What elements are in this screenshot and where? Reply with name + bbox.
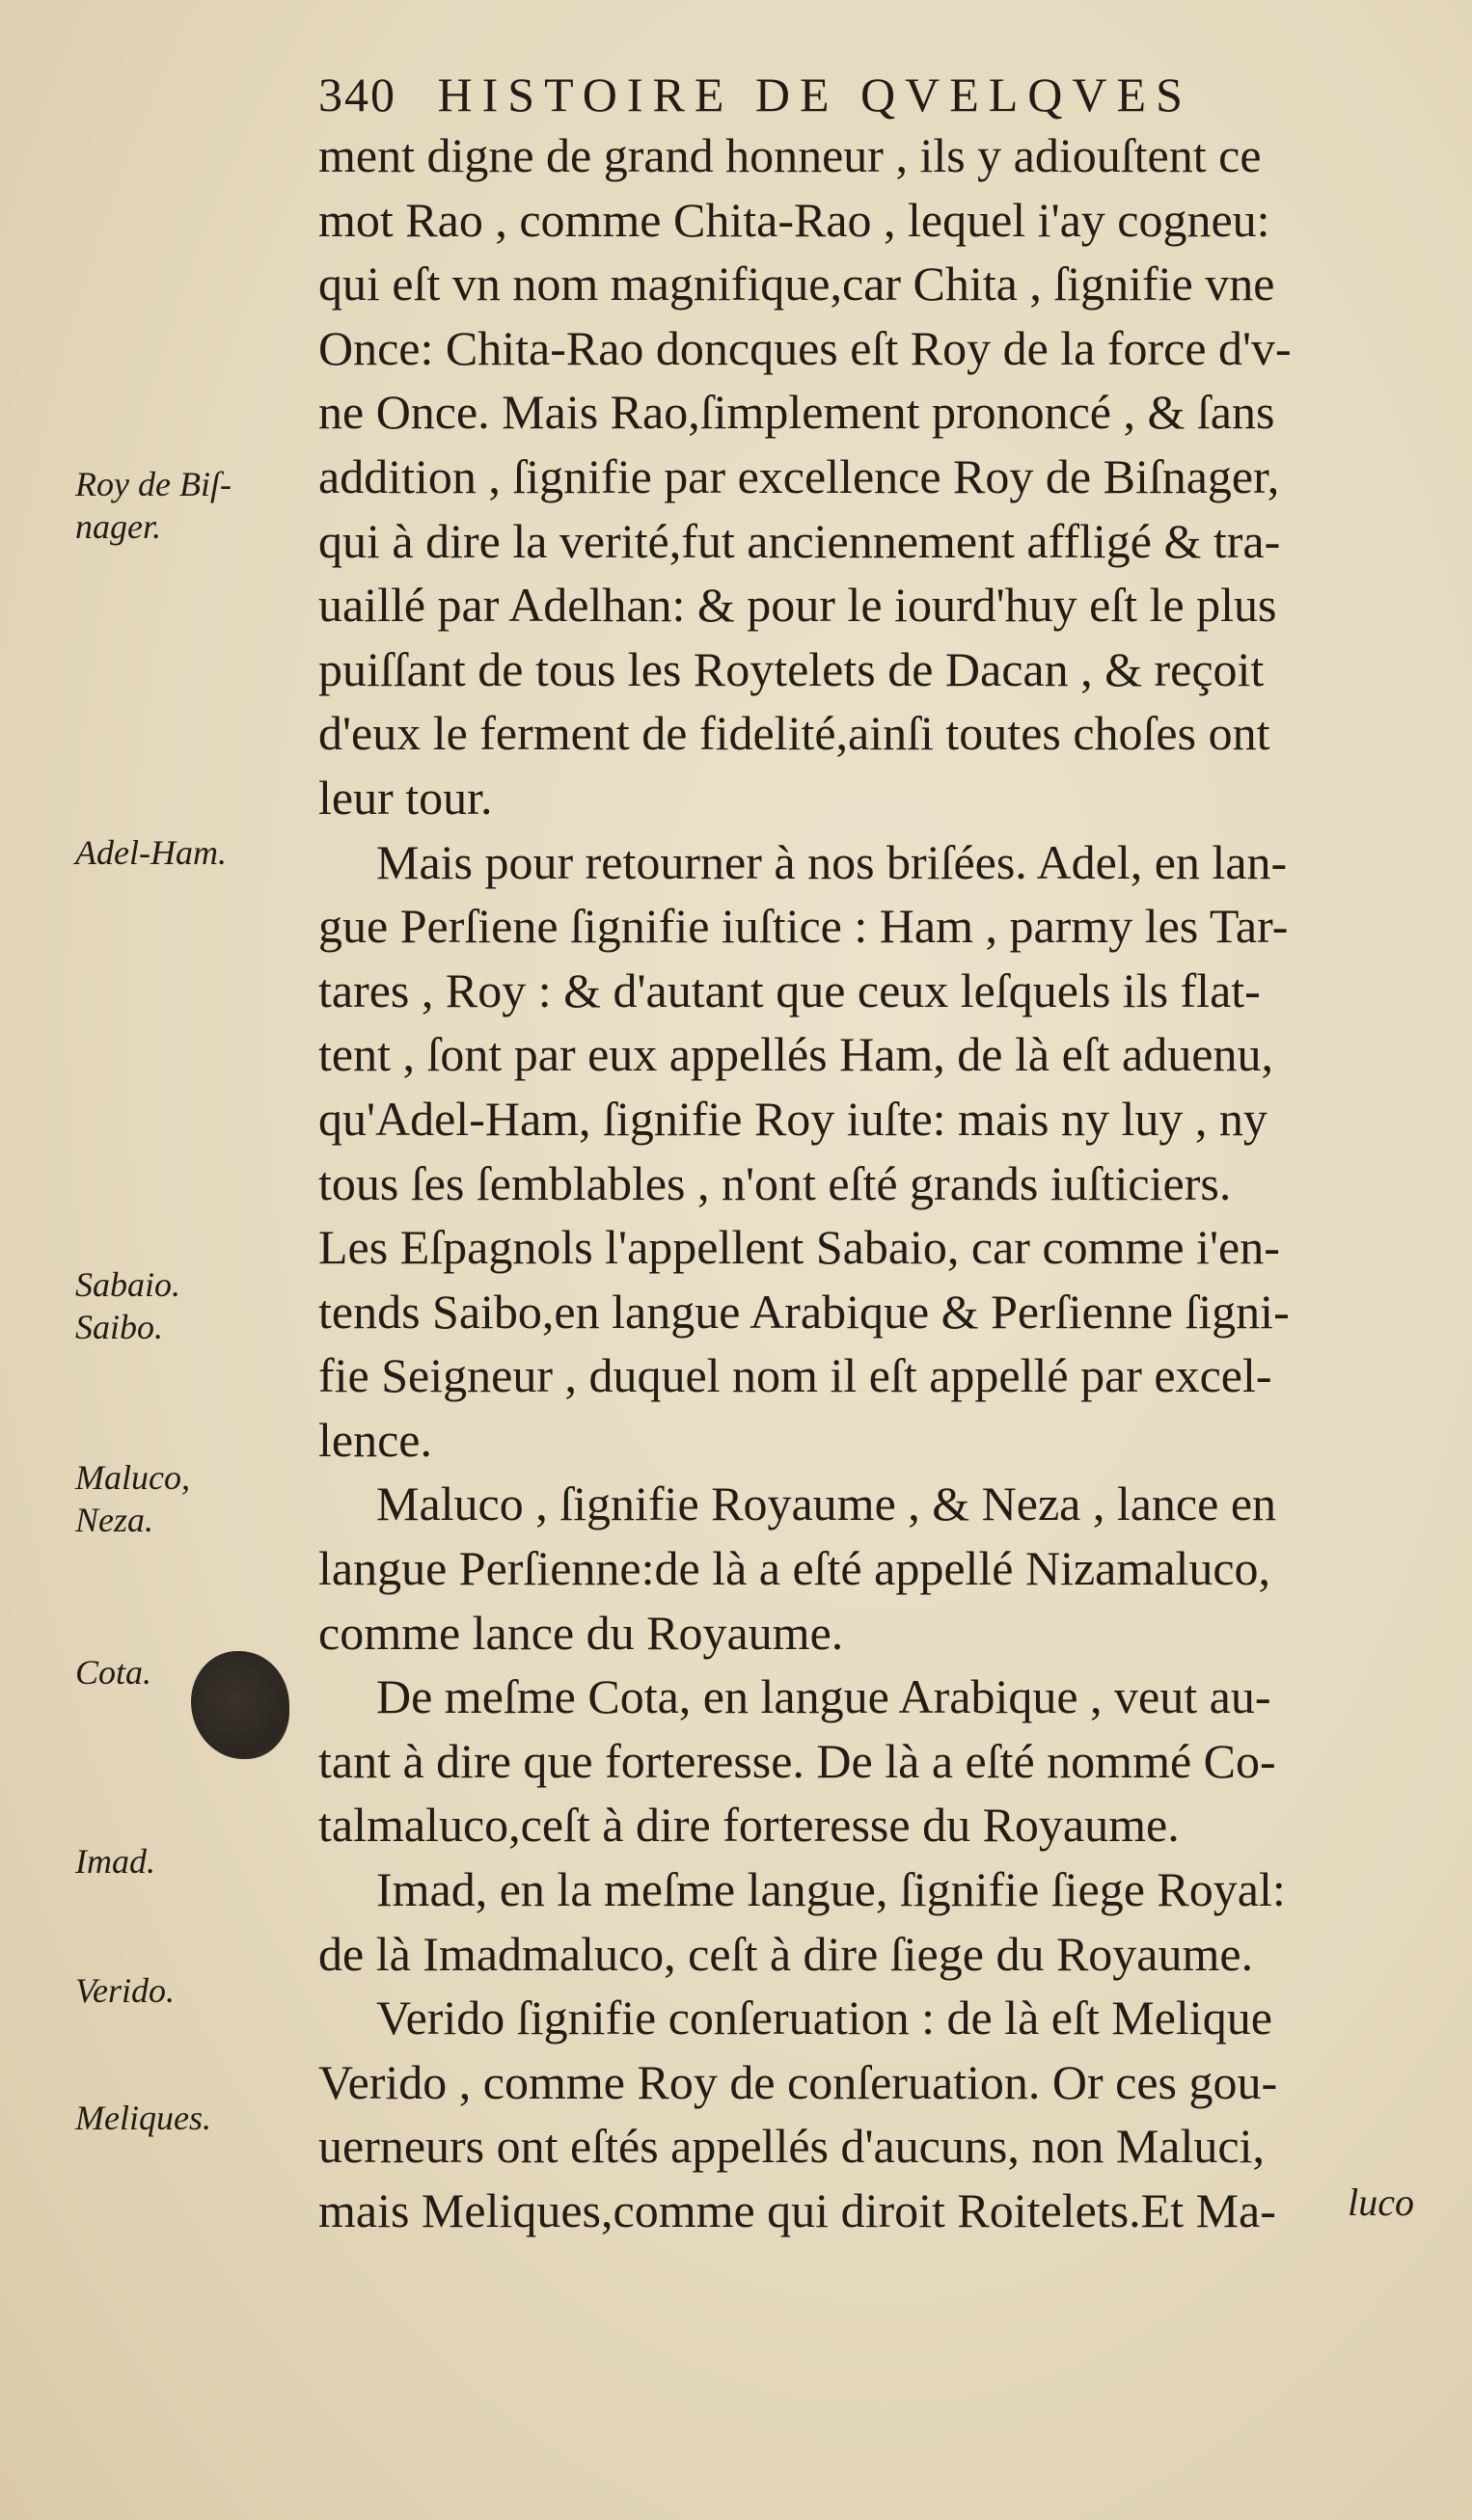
margin-note	[75, 1456, 307, 1541]
text-line: ment digne de grand honneur , ils y adiouſtent ce	[318, 128, 1262, 182]
text-line: talmaluco,ceſt à dire forteresse du Royaume.	[318, 1798, 1180, 1853]
text-line: tous ſes ſemblables , n'ont eſté grands iuſticiers.	[318, 1155, 1232, 1210]
text-line: addition , ſignifie par excellence Roy de Biſnager,	[318, 448, 1280, 503]
text-line: puiſſant de tous les Roytelets de Dacan , & reçoit	[318, 641, 1265, 696]
margin-note-line: Sabaio.	[75, 1265, 181, 1304]
text-line: tent , ſont par eux appellés Ham, de là eſt aduenu,	[318, 1027, 1273, 1082]
margin-note-line: nager.	[75, 507, 161, 546]
text-line: Verido , comme Roy de conſeruation. Or ces gou-	[318, 2054, 1278, 2109]
text-line: de là Imadmaluco, ceſt à dire ſiege du Royaume.	[318, 1926, 1254, 1981]
text-line: Les Eſpagnols l'appellent Sabaio, car comme i'en-	[318, 1220, 1280, 1275]
margin-note	[75, 463, 307, 548]
text-line: fie Seigneur , duquel nom il eſt appellé par excel-	[318, 1348, 1272, 1403]
text-line: mais Meliques,comme qui diroit Roitelets.Et Ma-	[318, 2183, 1276, 2237]
margin-note-line: Adel-Ham.	[75, 833, 227, 872]
text-line: tends Saibo,en langue Arabique & Perſienne ſigni-	[318, 1284, 1290, 1339]
text-line: langue Perſienne:de là a eſté appellé Nizamaluco,	[318, 1541, 1271, 1596]
catchword: luco	[1348, 2181, 1414, 2224]
text-line: leur tour.	[318, 770, 493, 825]
margin-note	[75, 1263, 307, 1348]
running-title: HISTOIRE DE QVELQVES	[437, 68, 1192, 122]
text-line: gue Perſiene ſignifie iuſtice : Ham , parmy les Tar-	[318, 899, 1289, 954]
margin-note-line: Maluco,	[75, 1458, 190, 1497]
margin-note	[75, 2097, 307, 2139]
margin-note	[75, 831, 307, 874]
text-line: Imad, en la meſme langue, ſignifie ſiege Royal:	[376, 1862, 1286, 1917]
text-line: comme lance du Royaume.	[318, 1605, 844, 1660]
text-line: mot Rao , comme Chita-Rao , lequel i'ay cogneu:	[318, 192, 1270, 247]
margin-note	[75, 1969, 307, 2012]
margin-note	[75, 1840, 307, 1883]
running-header	[318, 66, 1399, 123]
text-line: Once: Chita-Rao doncques eſt Roy de la force d'v-	[318, 320, 1292, 375]
text-line: De meſme Cota, en langue Arabique , veut au-	[376, 1669, 1271, 1724]
body-text	[318, 123, 1418, 2243]
text-line: uerneurs ont eſtés appellés d'aucuns, non Maluci,	[318, 2119, 1265, 2174]
margin-note-line: Imad.	[75, 1842, 155, 1881]
margin-note-line: Verido.	[75, 1971, 175, 2010]
text-line: tares , Roy : & d'autant que ceux leſquels ils flat-	[318, 962, 1261, 1017]
margin-note-line: Cota.	[75, 1653, 152, 1692]
margin-note-line: Meliques.	[75, 2099, 211, 2137]
text-line: Mais pour retourner à nos briſées. Adel, en lan-	[376, 834, 1288, 889]
page-number: 340	[318, 68, 396, 122]
text-line: tant à dire que forteresse. De là a eſté nommé Co-	[318, 1733, 1276, 1788]
text-line: lence.	[318, 1412, 432, 1467]
margin-note-line: Neza.	[75, 1501, 153, 1539]
ink-blot	[191, 1651, 289, 1759]
text-line: uaillé par Adelhan: & pour le iourd'huy eſt le plus	[318, 578, 1277, 633]
text-line: Verido ſignifie conſeruation : de là eſt Melique	[376, 1991, 1272, 2046]
margin-note-line: Roy de Biſ-	[75, 465, 232, 503]
text-line: ne Once. Mais Rao,ſimplement prononcé , & ſans	[318, 385, 1275, 440]
margin-note-line: Saibo.	[75, 1308, 164, 1346]
text-line: Maluco , ſignifie Royaume , & Neza , lance en	[376, 1477, 1277, 1531]
text-line: qui eſt vn nom magnifique,car Chita , ſignifie vne	[318, 257, 1275, 312]
text-line: qui à dire la verité,fut anciennement affligé & tra-	[318, 513, 1281, 568]
text-line: qu'Adel-Ham, ſignifie Roy iuſte: mais ny luy , ny	[318, 1091, 1268, 1146]
text-line: d'eux le ferment de fidelité,ainſi toutes choſes ont	[318, 706, 1270, 761]
